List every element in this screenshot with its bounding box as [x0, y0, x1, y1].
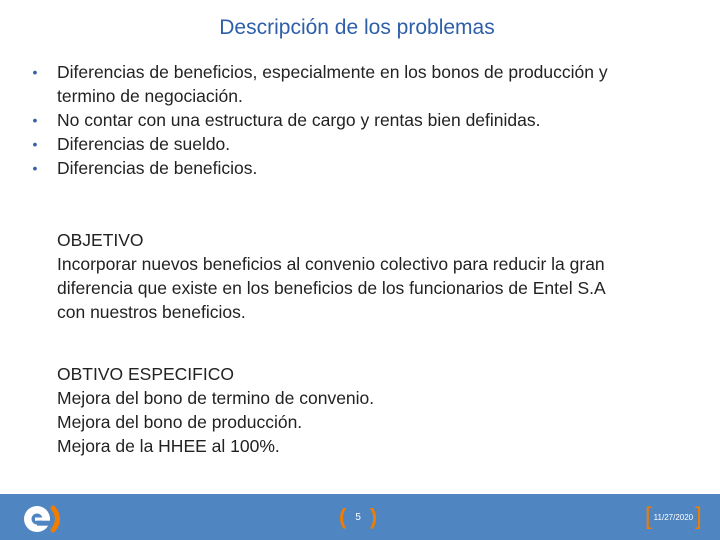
list-item-text: Diferencias de beneficios, especialmente en los bonos de producción y	[57, 62, 608, 82]
list-item-text: Diferencias de sueldo.	[57, 134, 231, 154]
bullet-icon: •	[32, 160, 38, 176]
bullet-icon: •	[32, 112, 38, 128]
objective-line: Incorporar nuevos beneficios al convenio colectivo para reducir la gran	[57, 254, 605, 274]
problem-list	[28, 60, 708, 180]
slide-number-text: 5	[355, 511, 361, 523]
entel-logo-icon	[22, 502, 62, 536]
list-item-text: termino de negociación.	[57, 86, 243, 106]
date-text: 11/27/2020	[653, 512, 694, 522]
objective-section	[57, 228, 697, 324]
specific-objective-heading: OBTIVO ESPECIFICO	[57, 364, 234, 384]
specific-objective-line: Mejora del bono de producción.	[57, 412, 303, 432]
specific-objective-section	[57, 362, 697, 458]
footer-bar	[0, 494, 720, 540]
objective-heading: OBJETIVO	[57, 230, 144, 250]
list-item	[28, 60, 708, 108]
slide-date	[645, 504, 702, 530]
close-bracket: ]	[695, 503, 702, 530]
list-item	[28, 132, 708, 156]
specific-objective-line: Mejora de la HHEE al 100%.	[57, 436, 280, 456]
objective-line: con nuestros beneficios.	[57, 302, 246, 322]
list-item-text: No contar con una estructura de cargo y rentas bien definidas.	[57, 110, 541, 130]
close-paren: )	[369, 504, 378, 529]
slide-number	[339, 504, 377, 530]
specific-objective-line: Mejora del bono de termino de convenio.	[57, 388, 375, 408]
bullet-icon: •	[32, 136, 38, 152]
open-paren: (	[339, 504, 347, 529]
list-item	[28, 108, 708, 132]
objective-line: diferencia que existe en los beneficios de los funcionarios de Entel S.A	[57, 278, 606, 298]
bullet-icon: •	[32, 64, 38, 80]
open-bracket: [	[645, 503, 652, 530]
list-item	[28, 156, 708, 180]
slide-title: Descripción de los problemas	[219, 16, 495, 39]
list-item-text: Diferencias de beneficios.	[57, 158, 258, 178]
